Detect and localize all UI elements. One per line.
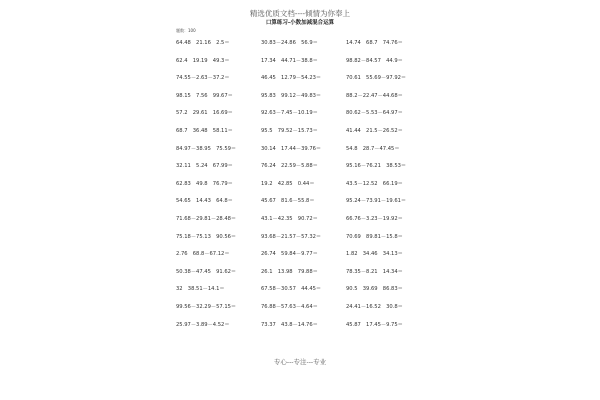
problem-cell: 50.38－47.45 91.62＝ <box>176 268 237 275</box>
problem-cell: 30.83－24.86 56.9＝ <box>261 40 318 46</box>
question-count: 题数：100 <box>176 28 196 33</box>
problem-cell: 98.15 7.56 99.67＝ <box>176 92 233 99</box>
problem-cell: 54.8 28.7－47.45＝ <box>346 145 400 152</box>
problem-cell: 80.62－5.53－64.97＝ <box>346 110 403 117</box>
problem-cell: 66.76－3.23－19.92＝ <box>346 215 403 222</box>
page-footer: 专心---专注---专业 <box>273 358 327 366</box>
problem-cell: 14.74 68.7 74.76＝ <box>346 40 403 46</box>
problem-cell: 92.63－7.45－10.19＝ <box>261 110 318 117</box>
problem-cell: 43.5－12.52 66.19＝ <box>346 180 403 187</box>
problem-cell: 71.68－29.81－28.48＝ <box>176 215 237 222</box>
problem-cell: 95.5 79.52－15.73＝ <box>261 127 318 134</box>
problem-cell: 74.55－2.63－37.2＝ <box>176 75 230 82</box>
problem-cell: 95.83 99.12－49.83＝ <box>261 92 322 99</box>
problem-cell: 57.2 29.61 16.69＝ <box>176 110 233 117</box>
problem-cell: 75.18－75.13 90.56＝ <box>176 233 237 240</box>
problem-cell: 19.2 42.85 0.44＝ <box>261 180 315 187</box>
problem-cell: 25.97－3.89－4.52＝ <box>176 321 230 328</box>
problem-cell: 17.34 44.71－38.8＝ <box>261 57 318 64</box>
problem-cell: 1.82 34.46 34.13＝ <box>346 251 403 258</box>
problem-cell: 73.37 43.8－14.76＝ <box>261 321 318 328</box>
problem-cell: 67.58－30.57 44.45＝ <box>261 286 322 293</box>
page-header: 精选优质文档----倾情为你奉上 <box>249 9 351 18</box>
problem-cell: 98.82－84.57 44.9＝ <box>346 57 403 64</box>
problem-cell: 62.4 19.19 49.3＝ <box>176 57 230 64</box>
problem-cell: 32 38.51－14.1＝ <box>176 286 225 293</box>
problem-cell: 45.87 17.45－9.75＝ <box>346 321 403 328</box>
problem-cell: 62.83 49.8 76.79＝ <box>176 180 233 187</box>
problem-cell: 45.67 81.6－55.8＝ <box>261 198 315 205</box>
problem-cell: 24.41－16.52 30.8＝ <box>346 303 403 310</box>
problem-cell: 32.11 5.24 67.99＝ <box>176 163 233 170</box>
problem-cell: 70.61 55.69－97.92＝ <box>346 75 407 82</box>
problem-cell: 46.45 12.79－54.23＝ <box>261 75 322 82</box>
problem-cell: 54.65 14.43 64.8＝ <box>176 198 233 205</box>
problem-cell: 64.48 21.16 2.5＝ <box>176 40 230 46</box>
worksheet-title: 口算练习-小数加减混合运算 <box>265 20 335 26</box>
problem-cell: 30.14 17.44－39.76＝ <box>261 145 322 152</box>
problem-cell: 70.69 89.81－15.8＝ <box>346 233 403 240</box>
problem-cell: 68.7 36.48 58.11＝ <box>176 127 233 134</box>
problem-cell: 76.24 22.59－5.88＝ <box>261 163 318 170</box>
problem-cell: 41.44 21.5－26.52＝ <box>346 127 403 134</box>
problem-cell: 43.1－42.35 90.72＝ <box>261 215 318 222</box>
problem-cell: 90.5 39.69 86.83＝ <box>346 286 403 293</box>
problem-cell: 76.88－57.63－4.64＝ <box>261 303 318 310</box>
problem-cell: 95.16－76.21 38.53＝ <box>346 163 407 170</box>
problem-cell: 95.24－73.91－19.61＝ <box>346 198 407 205</box>
problem-cell: 99.56－32.29－57.15＝ <box>176 303 237 310</box>
problem-cell: 26.74 59.84－9.77＝ <box>261 251 318 258</box>
problem-grid <box>176 38 436 337</box>
problem-cell: 26.1 13.98 79.88＝ <box>261 268 318 275</box>
problem-cell: 78.35－8.21 14.34＝ <box>346 268 403 275</box>
problem-cell: 93.68－21.57－57.32＝ <box>261 233 322 240</box>
problem-cell: 88.2－22.47－44.68＝ <box>346 92 403 99</box>
problem-cell: 2.76 68.8－67.12＝ <box>176 251 230 258</box>
problem-cell: 84.97－38.95 75.59＝ <box>176 145 237 152</box>
